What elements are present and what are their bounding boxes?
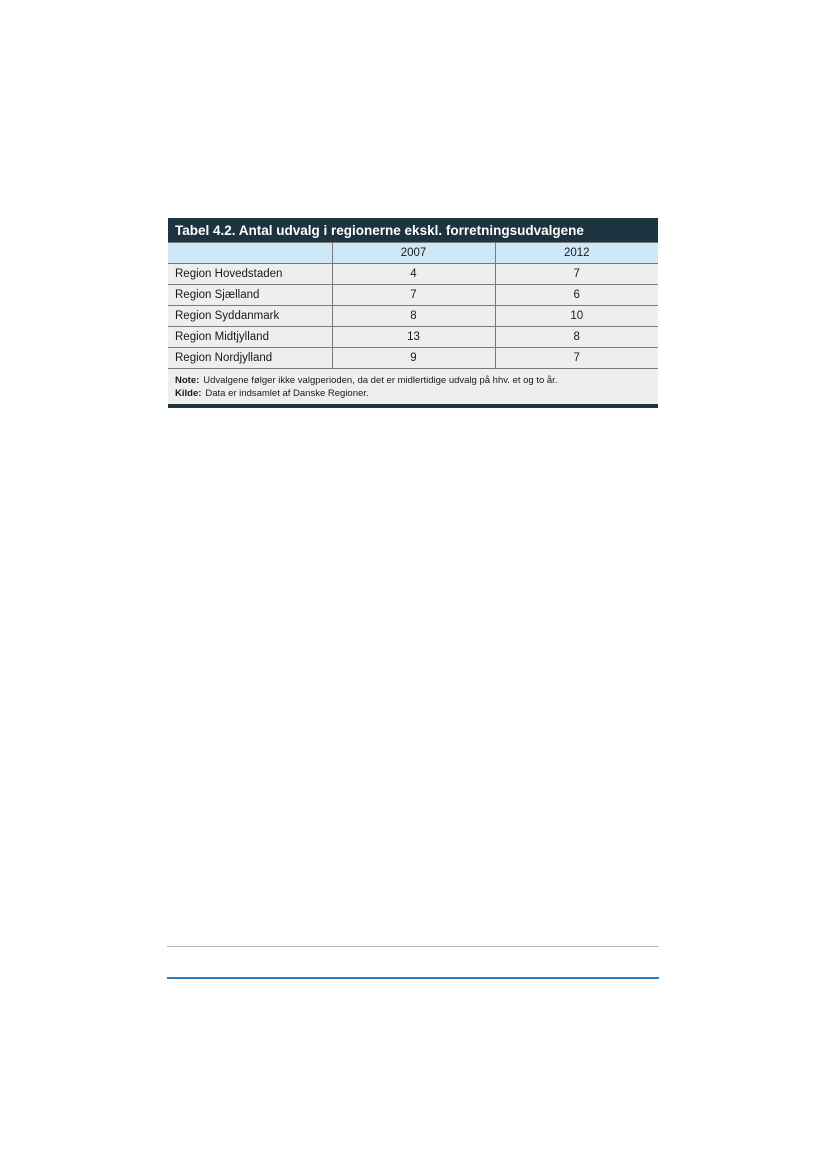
- row-label: Region Nordjylland: [168, 348, 332, 369]
- table-row: [168, 306, 658, 327]
- row-label: Region Syddanmark: [168, 306, 332, 327]
- footer-divider-gray: [167, 946, 659, 947]
- table-notes: [168, 369, 658, 404]
- row-label: Region Sjælland: [168, 285, 332, 306]
- cell-2007: 9: [332, 348, 495, 369]
- source-label: Kilde:: [175, 388, 202, 399]
- data-table: [168, 242, 658, 369]
- header-cell-empty: [168, 243, 332, 264]
- cell-2012: 7: [495, 264, 658, 285]
- data-table-block: [168, 218, 658, 408]
- header-cell-2007: 2007: [332, 243, 495, 264]
- source-text: Data er indsamlet af Danske Regioner.: [205, 388, 369, 399]
- source-line: [175, 387, 651, 400]
- table-row: [168, 327, 658, 348]
- cell-2012: 7: [495, 348, 658, 369]
- cell-2012: 6: [495, 285, 658, 306]
- footer-divider-blue: [167, 977, 659, 979]
- cell-2012: 10: [495, 306, 658, 327]
- table-row: [168, 264, 658, 285]
- table-title: Tabel 4.2. Antal udvalg i regionerne ekskl. forretningsudvalgene: [168, 218, 658, 242]
- table-row: [168, 348, 658, 369]
- header-cell-2012: 2012: [495, 243, 658, 264]
- cell-2007: 7: [332, 285, 495, 306]
- cell-2012: 8: [495, 327, 658, 348]
- table-header-row: [168, 243, 658, 264]
- note-text: Udvalgene følger ikke valgperioden, da det er midlertidige udvalg på hhv. et og to år.: [203, 375, 558, 386]
- row-label: Region Hovedstaden: [168, 264, 332, 285]
- table-row: [168, 285, 658, 306]
- row-label: Region Midtjylland: [168, 327, 332, 348]
- note-line: [175, 374, 651, 387]
- cell-2007: 8: [332, 306, 495, 327]
- note-label: Note:: [175, 375, 200, 386]
- cell-2007: 13: [332, 327, 495, 348]
- cell-2007: 4: [332, 264, 495, 285]
